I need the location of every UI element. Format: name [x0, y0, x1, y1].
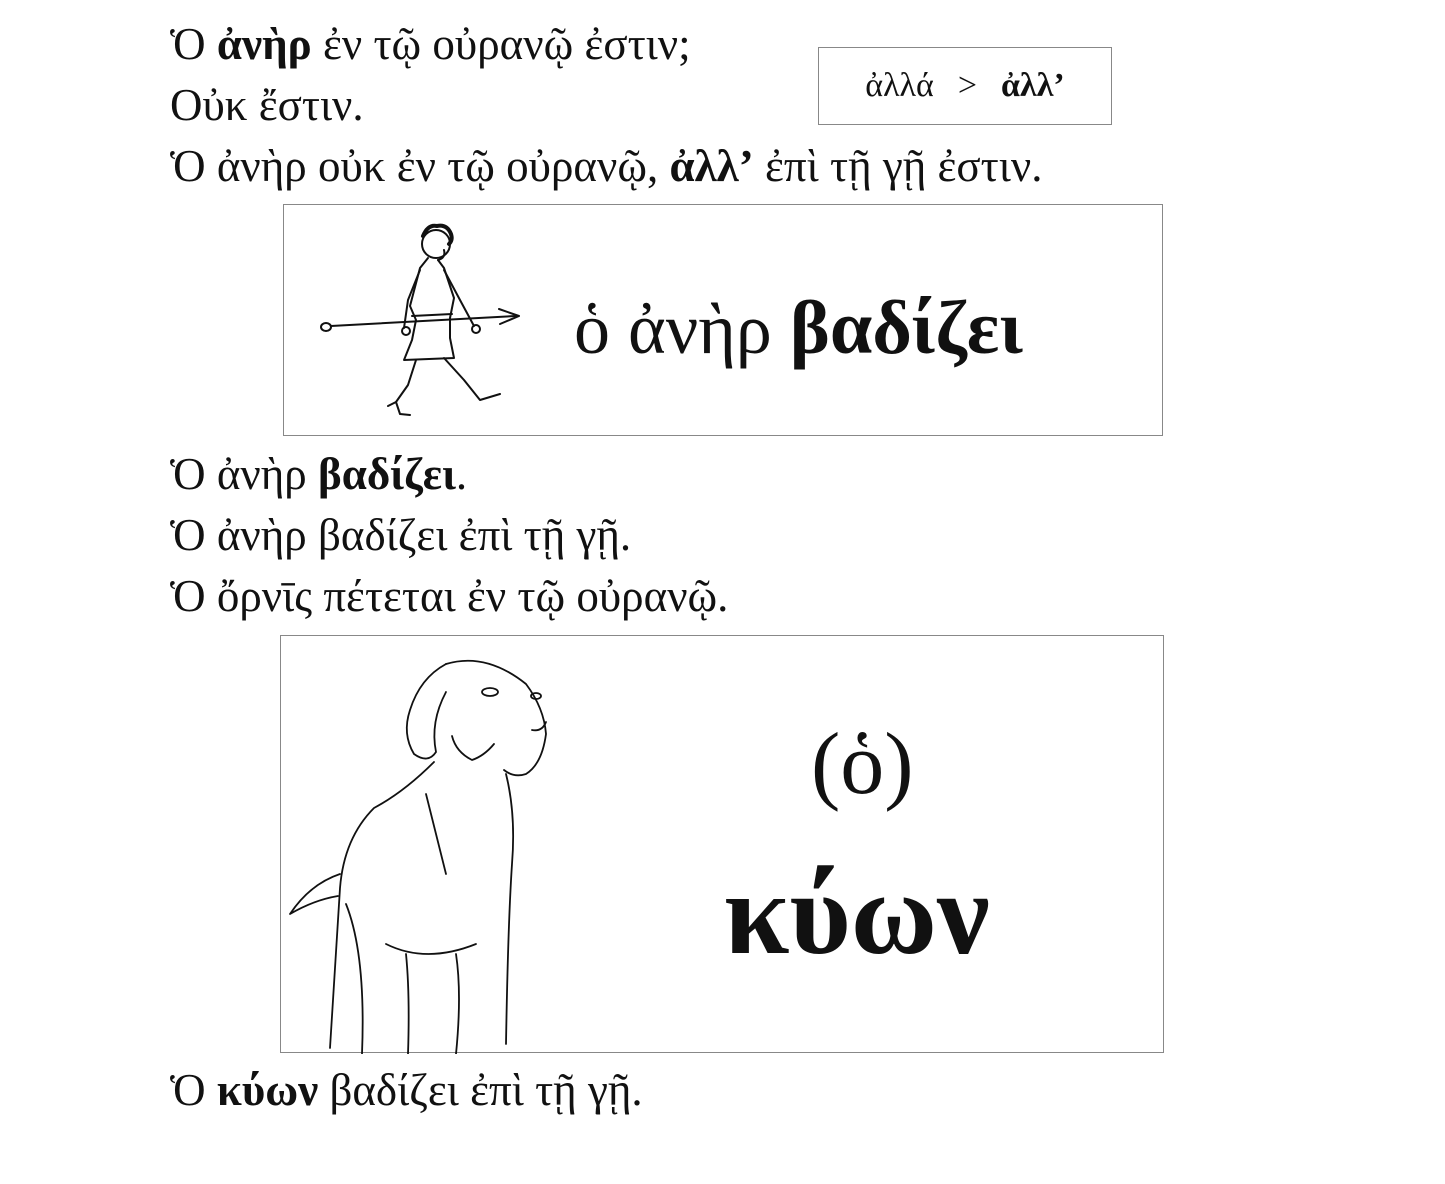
dog-illustration: [286, 644, 586, 1054]
bold-word-badizei: βαδίζει: [318, 449, 456, 499]
sentence-4: Ὁ ἀνὴρ βαδίζει.: [170, 449, 468, 499]
sentence-7: Ὁ κύων βαδίζει ἐπὶ τῇ γῇ.: [170, 1065, 643, 1115]
sentence-2: Οὐκ ἔστιν.: [170, 80, 364, 130]
panel-walk-caption: ὁ ἀνὴρ βαδίζει: [574, 286, 1023, 370]
sentence-1: Ὁ ἀνὴρ ἐν τῷ οὐρανῷ ἐστιν;: [170, 19, 691, 69]
dog-panel: [280, 635, 1164, 1053]
sentence-5: Ὁ ἀνὴρ βαδίζει ἐπὶ τῇ γῇ.: [170, 510, 632, 560]
bold-word-kyon: κύων: [216, 1065, 319, 1115]
sentence-3: Ὁ ἀνὴρ οὐκ ἐν τῷ οὐρανῷ, ἀλλ’ ἐπὶ τῇ γῇ ἐστιν.: [170, 141, 1043, 191]
dog-word: κύων: [724, 848, 990, 979]
note-from: ἀλλά: [865, 67, 934, 104]
walking-man-illustration: [304, 210, 544, 435]
note-arrow: >: [957, 67, 978, 104]
bold-word-all: ἀλλ’: [669, 141, 754, 191]
bold-word-aner: ἀνὴρ: [216, 19, 312, 69]
panel-walk-verb: βαδίζει: [789, 286, 1023, 370]
note-to: ἀλλ’: [1001, 67, 1065, 104]
walking-man-panel: [283, 204, 1163, 436]
dog-article: (ὁ): [811, 716, 914, 813]
sentence-6: Ὁ ὄρνῑς πέτεται ἐν τῷ οὐρανῷ.: [170, 571, 729, 621]
elision-note: [818, 47, 1112, 125]
